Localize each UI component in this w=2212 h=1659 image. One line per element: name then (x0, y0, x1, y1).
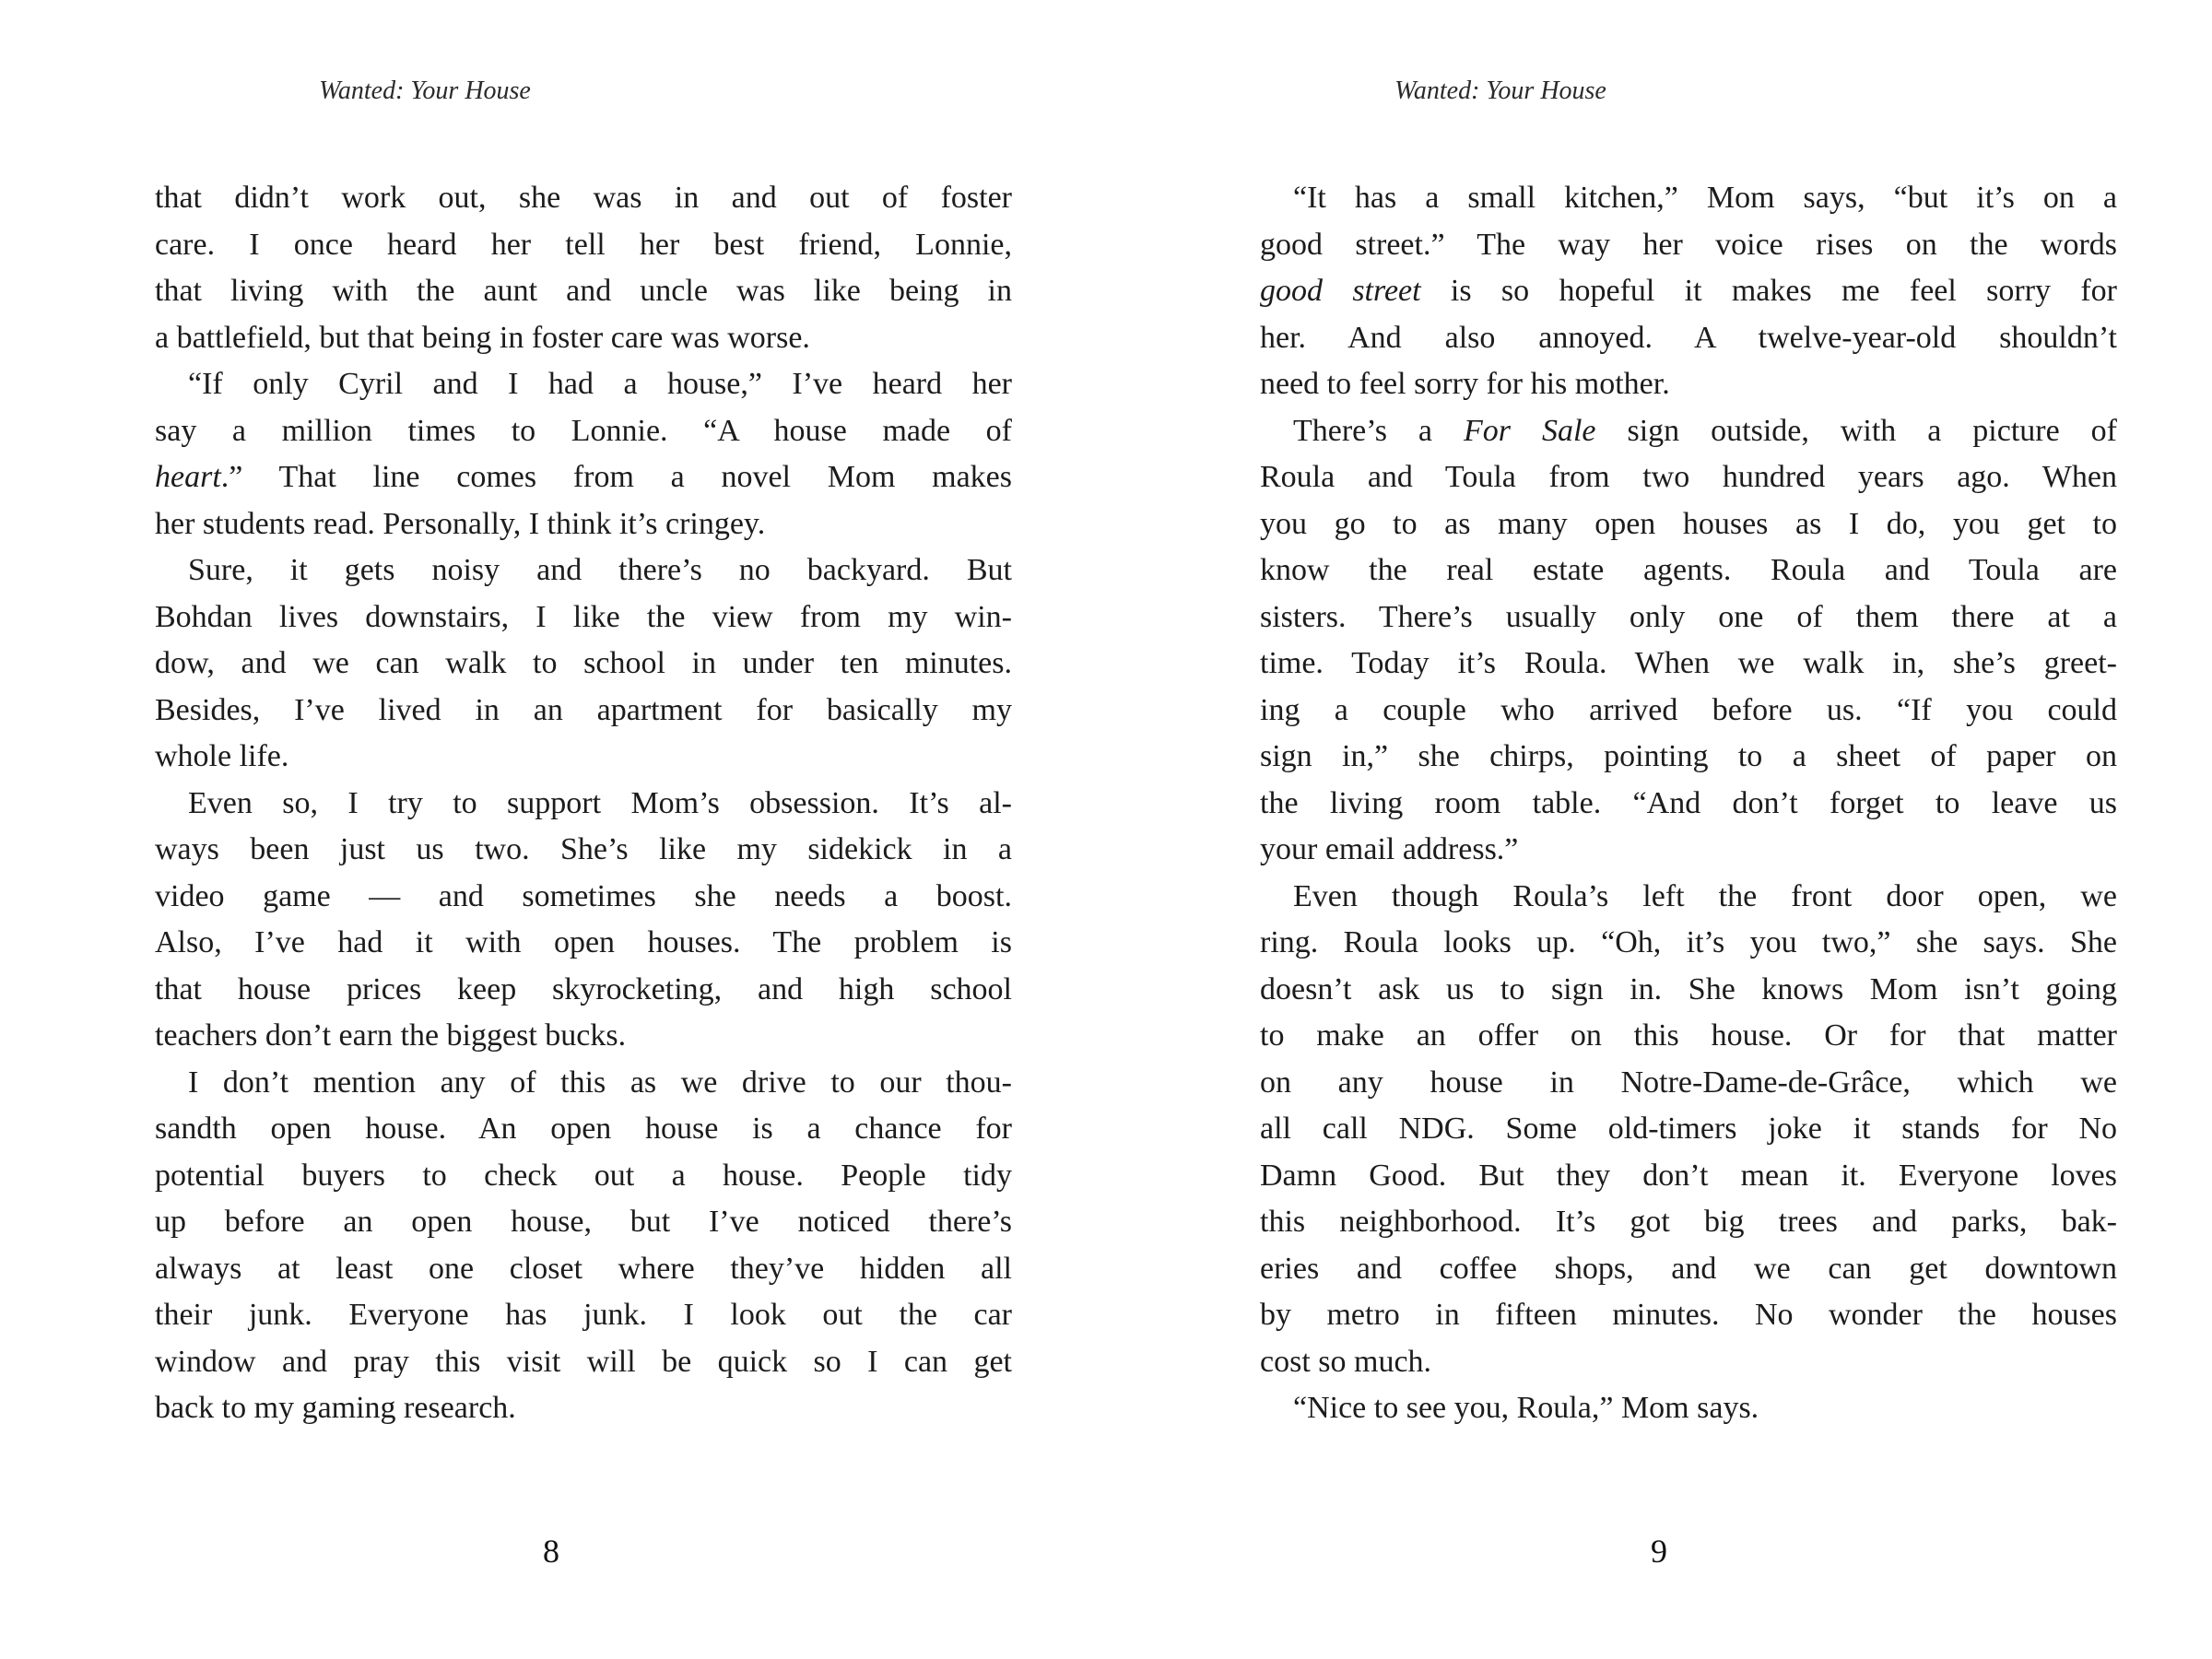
body-text: Besides, I’ve lived in an apartment for basically my (155, 692, 1012, 727)
body-text: that living with the aunt and uncle was like being in (155, 274, 1012, 308)
body-text: “Nice to see you, Roula,” Mom says. (1293, 1391, 1759, 1425)
body-text: on any house in Notre-Dame-de-Grâce, which we (1260, 1065, 2117, 1100)
text-line (1260, 1199, 2117, 1246)
body-text: time. Today it’s Roula. When we walk in, she’s greet- (1260, 646, 2117, 680)
body-text: dow, and we can walk to school in under ten minutes. (155, 646, 1012, 680)
text-line (155, 1292, 1012, 1339)
body-text: ring. Roula looks up. “Oh, it’s you two,” she says. She (1260, 925, 2117, 959)
body-text: “It has a small kitchen,” Mom says, “but it’s on a (1293, 181, 2117, 215)
text-line (155, 874, 1012, 921)
text-line (1260, 454, 2117, 501)
body-text: that house prices keep skyrocketing, and high school (155, 971, 1012, 1006)
text-line (1260, 827, 2117, 874)
body-text: “If only Cyril and I had a house,” I’ve heard her (188, 367, 1012, 401)
body-text: to make an offer on this house. Or for that matter (1260, 1018, 2117, 1053)
page-number-right: 9 (1651, 1533, 1667, 1570)
body-text: is so hopeful it makes me feel sorry for (1420, 274, 2118, 308)
text-line (1260, 268, 2117, 315)
text-line (1260, 1153, 2117, 1200)
text-line (155, 175, 1012, 222)
text-line (1260, 734, 2117, 781)
body-text: .” That line comes from a novel Mom makes (220, 460, 1012, 494)
text-line (1260, 641, 2117, 688)
italic-text: For Sale (1464, 413, 1596, 448)
body-text: this neighborhood. It’s got big trees and parks, bak- (1260, 1205, 2117, 1239)
text-line (1260, 1106, 2117, 1153)
body-text: teachers don’t earn the biggest bucks. (155, 1018, 627, 1053)
body-text: know the real estate agents. Roula and Toula are (1260, 553, 2117, 587)
text-line (155, 268, 1012, 315)
text-line (155, 1153, 1012, 1200)
text-line (155, 1385, 1012, 1432)
body-text: say a million times to Lonnie. “A house made of (155, 413, 1012, 448)
text-line (1260, 1385, 2117, 1432)
body-text: sign in,” she chirps, pointing to a sheet of paper on (1260, 739, 2117, 773)
text-line (155, 920, 1012, 967)
text-line (155, 547, 1012, 594)
text-line (1260, 361, 2117, 408)
text-line (155, 1199, 1012, 1246)
body-text: the living room table. “And don’t forget to leave us (1260, 785, 2117, 820)
text-line (155, 361, 1012, 408)
body-text: her students read. Personally, I think it’s cringey. (155, 506, 766, 541)
body-text: by metro in fifteen minutes. No wonder the houses (1260, 1298, 2117, 1332)
text-line (155, 688, 1012, 735)
text-line (1260, 920, 2117, 967)
text-line (155, 454, 1012, 501)
body-text: always at least one closet where they’ve hidden all (155, 1251, 1012, 1286)
body-text: good street.” The way her voice rises on the words (1260, 227, 2117, 262)
text-line (1260, 1060, 2117, 1107)
body-text: Even so, I try to support Mom’s obsession. It’s al- (188, 785, 1012, 820)
page-body-left (155, 175, 1012, 1432)
text-line (155, 827, 1012, 874)
body-text: all call NDG. Some old-timers joke it stands for No (1260, 1112, 2117, 1146)
page-number-left: 8 (543, 1533, 559, 1570)
text-line (1260, 967, 2117, 1014)
text-line (1260, 222, 2117, 269)
text-line (1260, 1013, 2117, 1060)
text-line (1260, 175, 2117, 222)
text-line (1260, 1339, 2117, 1386)
body-text: sisters. There’s usually only one of them there at a (1260, 599, 2117, 634)
text-line (155, 967, 1012, 1014)
text-line (1260, 547, 2117, 594)
body-text: a battlefield, but that being in foster care was worse. (155, 320, 810, 355)
body-text: up before an open house, but I’ve noticed there’s (155, 1205, 1012, 1239)
body-text: ing a couple who arrived before us. “If you could (1260, 692, 2117, 727)
text-line (155, 1246, 1012, 1293)
body-text: Also, I’ve had it with open houses. The problem is (155, 925, 1012, 959)
text-line (1260, 408, 2117, 455)
body-text: ways been just us two. She’s like my sidekick in a (155, 832, 1012, 866)
running-header-right: Wanted: Your House (1394, 76, 1606, 105)
text-line (1260, 874, 2117, 921)
text-line (155, 1339, 1012, 1386)
text-line (155, 734, 1012, 781)
body-text: Damn Good. But they don’t mean it. Everyone loves (1260, 1158, 2117, 1193)
body-text: their junk. Everyone has junk. I look out the car (155, 1298, 1012, 1332)
body-text: I don’t mention any of this as we drive to our thou- (188, 1065, 1012, 1100)
body-text: video game — and sometimes she needs a boost. (155, 878, 1012, 913)
body-text: her. And also annoyed. A twelve-year-old shouldn’t (1260, 320, 2117, 355)
text-line (155, 1013, 1012, 1060)
text-line (1260, 315, 2117, 362)
text-line (1260, 688, 2117, 735)
body-text: your email address.” (1260, 832, 1519, 866)
body-text: window and pray this visit will be quick so I can get (155, 1344, 1012, 1379)
text-line (155, 641, 1012, 688)
body-text: Even though Roula’s left the front door open, we (1293, 878, 2117, 913)
body-text: back to my gaming research. (155, 1391, 516, 1425)
body-text: whole life. (155, 739, 289, 773)
text-line (155, 781, 1012, 828)
body-text: Sure, it gets noisy and there’s no backyard. But (188, 553, 1012, 587)
body-text: sandth open house. An open house is a chance for (155, 1112, 1012, 1146)
page-body-right (1260, 175, 2117, 1432)
text-line (155, 222, 1012, 269)
text-line (155, 501, 1012, 548)
running-header-left: Wanted: Your House (319, 76, 531, 105)
text-line (155, 594, 1012, 641)
body-text: sign outside, with a picture of (1595, 413, 2117, 448)
italic-text: heart (155, 460, 221, 494)
body-text: Roula and Toula from two hundred years ago. When (1260, 460, 2117, 494)
text-line (155, 1060, 1012, 1107)
body-text: cost so much. (1260, 1344, 1432, 1379)
body-text: that didn’t work out, she was in and out of foster (155, 181, 1012, 215)
body-text: Bohdan lives downstairs, I like the view from my win- (155, 599, 1012, 634)
body-text: eries and coffee shops, and we can get downtown (1260, 1251, 2117, 1286)
text-line (155, 408, 1012, 455)
text-line (155, 315, 1012, 362)
text-line (1260, 1292, 2117, 1339)
body-text: potential buyers to check out a house. People tidy (155, 1158, 1012, 1193)
text-line (1260, 594, 2117, 641)
body-text: doesn’t ask us to sign in. She knows Mom isn’t going (1260, 971, 2117, 1006)
text-line (155, 1106, 1012, 1153)
body-text: There’s a (1293, 413, 1464, 448)
text-line (1260, 501, 2117, 548)
body-text: you go to as many open houses as I do, you get to (1260, 506, 2117, 541)
body-text: need to feel sorry for his mother. (1260, 367, 1670, 401)
body-text: care. I once heard her tell her best friend, Lonnie, (155, 227, 1012, 262)
text-line (1260, 781, 2117, 828)
text-line (1260, 1246, 2117, 1293)
italic-text: good street (1260, 274, 1421, 308)
